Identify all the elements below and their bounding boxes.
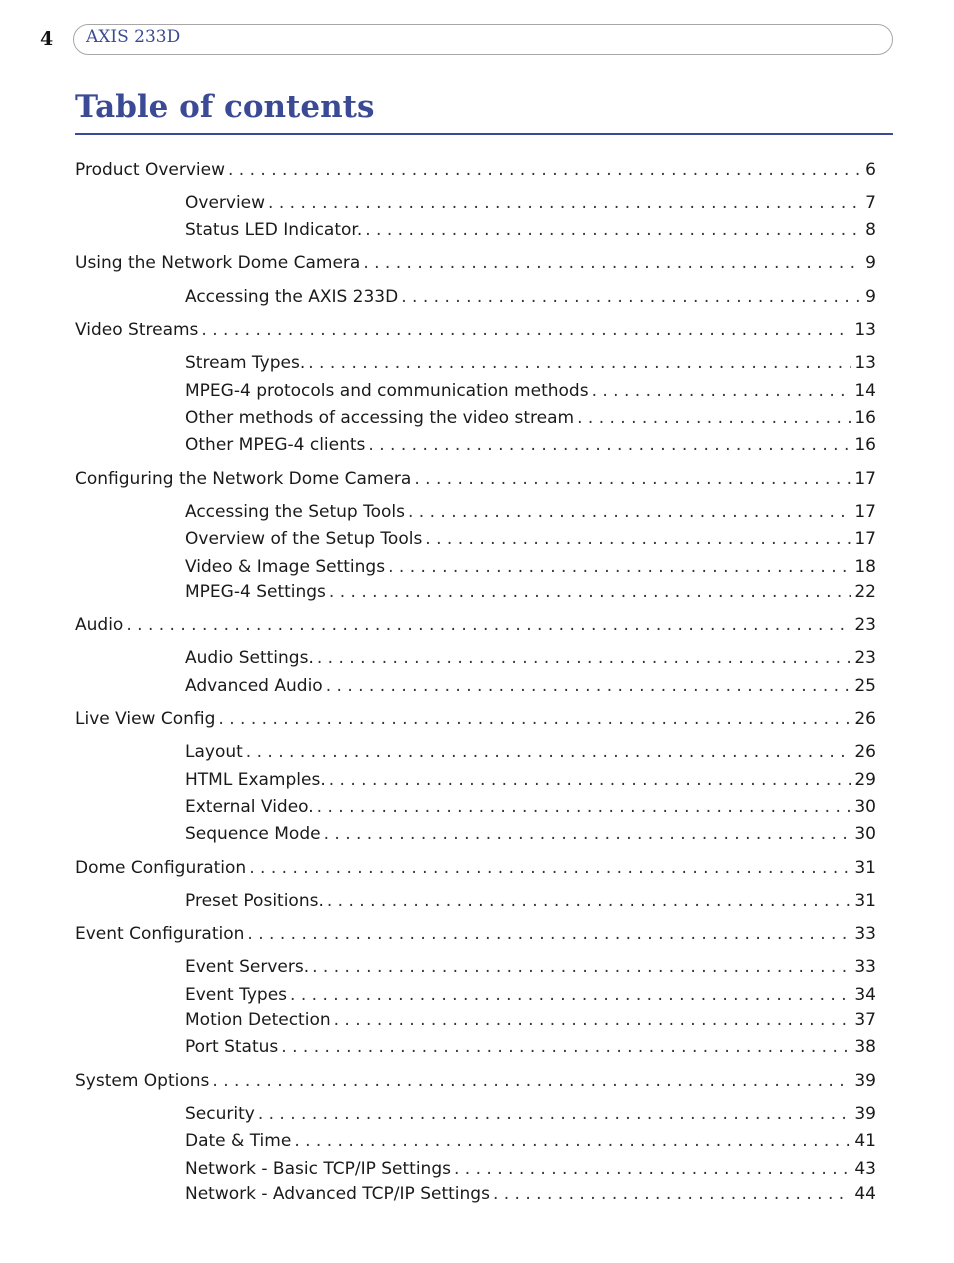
toc-entry-label: Video & Image Settings (185, 557, 386, 577)
toc-entry-label: Audio Settings. (185, 648, 314, 668)
toc-entry-label: Overview of the Setup Tools (185, 529, 423, 549)
toc-entry-label: Audio (75, 615, 124, 635)
toc-entry-label: Other MPEG-4 clients (185, 435, 366, 455)
toc-subsection-entry[interactable] (185, 527, 876, 551)
toc-subsection-entry[interactable] (185, 351, 876, 375)
toc-entry-page: 8 (865, 220, 876, 240)
toc-entry-label: Accessing the Setup Tools (185, 502, 405, 522)
toc-entry-page: 17 (854, 502, 876, 522)
toc-entry-page: 41 (854, 1131, 876, 1151)
dot-leader (228, 158, 862, 182)
dot-leader (577, 406, 851, 430)
toc-entry-page: 9 (865, 253, 876, 273)
toc-entry-page: 39 (854, 1071, 876, 1091)
toc-entry-label: Sequence Mode (185, 824, 321, 844)
toc-entry-label: Accessing the AXIS 233D (185, 287, 399, 307)
dot-leader (365, 218, 862, 242)
dot-leader (454, 1157, 851, 1181)
toc-subsection-entry[interactable] (185, 822, 876, 846)
toc-entry-label: Event Servers. (185, 957, 310, 977)
toc-subsection-entry[interactable] (185, 646, 876, 670)
toc-entry-page: 43 (854, 1159, 876, 1179)
toc-entry-label: Live View Config (75, 709, 216, 729)
toc-subsection-entry[interactable] (185, 433, 876, 457)
toc-entry-page: 44 (854, 1184, 876, 1204)
toc-entry-page: 31 (854, 858, 876, 878)
toc-entry-page: 14 (854, 381, 876, 401)
toc-entry-page: 17 (854, 469, 876, 489)
toc-section-entry[interactable] (75, 251, 876, 275)
toc-entry-label: Configuring the Network Dome Camera (75, 469, 412, 489)
dot-leader (388, 555, 851, 579)
dot-leader (592, 379, 852, 403)
page-number: 4 (40, 28, 54, 50)
dot-leader (324, 822, 852, 846)
dot-leader (414, 467, 851, 491)
dot-leader (329, 580, 851, 604)
toc-subsection-entry[interactable] (185, 674, 876, 698)
toc-entry-page: 29 (854, 770, 876, 790)
toc-entry-label: Event Configuration (75, 924, 245, 944)
toc-section-entry[interactable] (75, 1069, 876, 1093)
toc-entry-page: 17 (854, 529, 876, 549)
toc-subsection-entry[interactable] (185, 795, 876, 819)
toc-entry-page: 31 (854, 891, 876, 911)
toc-entry-page: 33 (854, 924, 876, 944)
toc-entry-label: Layout (185, 742, 243, 762)
toc-subsection-entry[interactable] (185, 1129, 876, 1153)
toc-section-entry[interactable] (75, 467, 876, 491)
toc-entry-label: Other methods of accessing the video stream (185, 408, 575, 428)
dot-leader (493, 1182, 851, 1206)
dot-leader (290, 983, 851, 1007)
toc-section-entry[interactable] (75, 707, 876, 731)
toc-entry-label: Port Status (185, 1037, 279, 1057)
toc-subsection-entry[interactable] (185, 406, 876, 430)
toc-entry-page: 9 (865, 287, 876, 307)
dot-leader (246, 740, 852, 764)
toc-entry-page: 30 (854, 797, 876, 817)
page-title: Table of contents (75, 89, 375, 125)
toc-entry-page: 7 (865, 193, 876, 213)
toc-subsection-entry[interactable] (185, 285, 876, 309)
toc-entry-page: 13 (854, 320, 876, 340)
toc-entry-label: External Video. (185, 797, 314, 817)
toc-subsection-entry[interactable] (185, 218, 876, 242)
dot-leader (212, 1069, 851, 1093)
toc-subsection-entry[interactable] (185, 1157, 876, 1181)
toc-entry-label: Network - Advanced TCP/IP Settings (185, 1184, 490, 1204)
toc-entry-page: 16 (854, 408, 876, 428)
toc-subsection-entry[interactable] (185, 983, 876, 1007)
dot-leader (425, 527, 851, 551)
toc-section-entry[interactable] (75, 922, 876, 946)
toc-subsection-entry[interactable] (185, 379, 876, 403)
dot-leader (317, 795, 852, 819)
toc-section-entry[interactable] (75, 158, 876, 182)
dot-leader (308, 351, 851, 375)
toc-section-entry[interactable] (75, 856, 876, 880)
toc-entry-page: 25 (854, 676, 876, 696)
toc-entry-page: 26 (854, 742, 876, 762)
toc-entry-page: 6 (865, 160, 876, 180)
toc-entry-label: Network - Basic TCP/IP Settings (185, 1159, 451, 1179)
toc-section-entry[interactable] (75, 613, 876, 637)
toc-entry-page: 37 (854, 1010, 876, 1030)
dot-leader (312, 955, 851, 979)
dot-leader (201, 318, 851, 342)
dot-leader (329, 768, 852, 792)
toc-entry-page: 33 (854, 957, 876, 977)
toc-entry-page: 16 (854, 435, 876, 455)
toc-entry-label: HTML Examples. (185, 770, 326, 790)
toc-entry-label: Event Types (185, 985, 288, 1005)
toc-entry-page: 26 (854, 709, 876, 729)
dot-leader (258, 1102, 852, 1126)
toc-entry-page: 18 (854, 557, 876, 577)
dot-leader (249, 856, 851, 880)
product-name: AXIS 233D (86, 27, 181, 47)
toc-subsection-entry[interactable] (185, 889, 876, 913)
toc-entry-label: Dome Configuration (75, 858, 247, 878)
toc-entry-label: MPEG-4 Settings (185, 582, 326, 602)
toc-entry-label: Using the Network Dome Camera (75, 253, 361, 273)
dot-leader (281, 1035, 851, 1059)
dot-leader (247, 922, 851, 946)
toc-entry-label: Security (185, 1104, 255, 1124)
toc-section-entry[interactable] (75, 318, 876, 342)
toc-entry-page: 34 (854, 985, 876, 1005)
dot-leader (327, 889, 851, 913)
dot-leader (126, 613, 851, 637)
dot-leader (268, 191, 862, 215)
dot-leader (408, 500, 851, 524)
toc-entry-page: 30 (854, 824, 876, 844)
toc-entry-label: Preset Positions. (185, 891, 324, 911)
toc-entry-label: Motion Detection (185, 1010, 331, 1030)
toc-entry-page: 38 (854, 1037, 876, 1057)
toc-entry-label: System Options (75, 1071, 210, 1091)
toc-entry-label: Product Overview (75, 160, 225, 180)
toc-entry-page: 22 (854, 582, 876, 602)
toc-entry-page: 23 (854, 615, 876, 635)
toc-subsection-entry[interactable] (185, 955, 876, 979)
toc-subsection-entry[interactable] (185, 1102, 876, 1126)
toc-subsection-entry[interactable] (185, 1008, 876, 1032)
toc-subsection-entry[interactable] (185, 740, 876, 764)
dot-leader (218, 707, 851, 731)
dot-leader (401, 285, 862, 309)
toc-subsection-entry[interactable] (185, 191, 876, 215)
dot-leader (368, 433, 851, 457)
toc-entry-label: Status LED Indicator. (185, 220, 363, 240)
toc-subsection-entry[interactable] (185, 1182, 876, 1206)
toc-entry-label: MPEG-4 protocols and communication methods (185, 381, 589, 401)
toc-entry-page: 13 (854, 353, 876, 373)
dot-leader (294, 1129, 851, 1153)
toc-subsection-entry[interactable] (185, 555, 876, 579)
toc-entry-label: Advanced Audio (185, 676, 323, 696)
toc-subsection-entry[interactable] (185, 580, 876, 604)
toc-entry-label: Stream Types. (185, 353, 306, 373)
toc-entry-label: Date & Time (185, 1131, 292, 1151)
dot-leader (363, 251, 862, 275)
toc-entry-label: Video Streams (75, 320, 199, 340)
toc-subsection-entry[interactable] (185, 500, 876, 524)
dot-leader (317, 646, 852, 670)
dot-leader (334, 1008, 852, 1032)
dot-leader (326, 674, 852, 698)
toc-subsection-entry[interactable] (185, 768, 876, 792)
toc-entry-page: 39 (854, 1104, 876, 1124)
toc-entry-page: 23 (854, 648, 876, 668)
toc-subsection-entry[interactable] (185, 1035, 876, 1059)
toc-entry-label: Overview (185, 193, 266, 213)
